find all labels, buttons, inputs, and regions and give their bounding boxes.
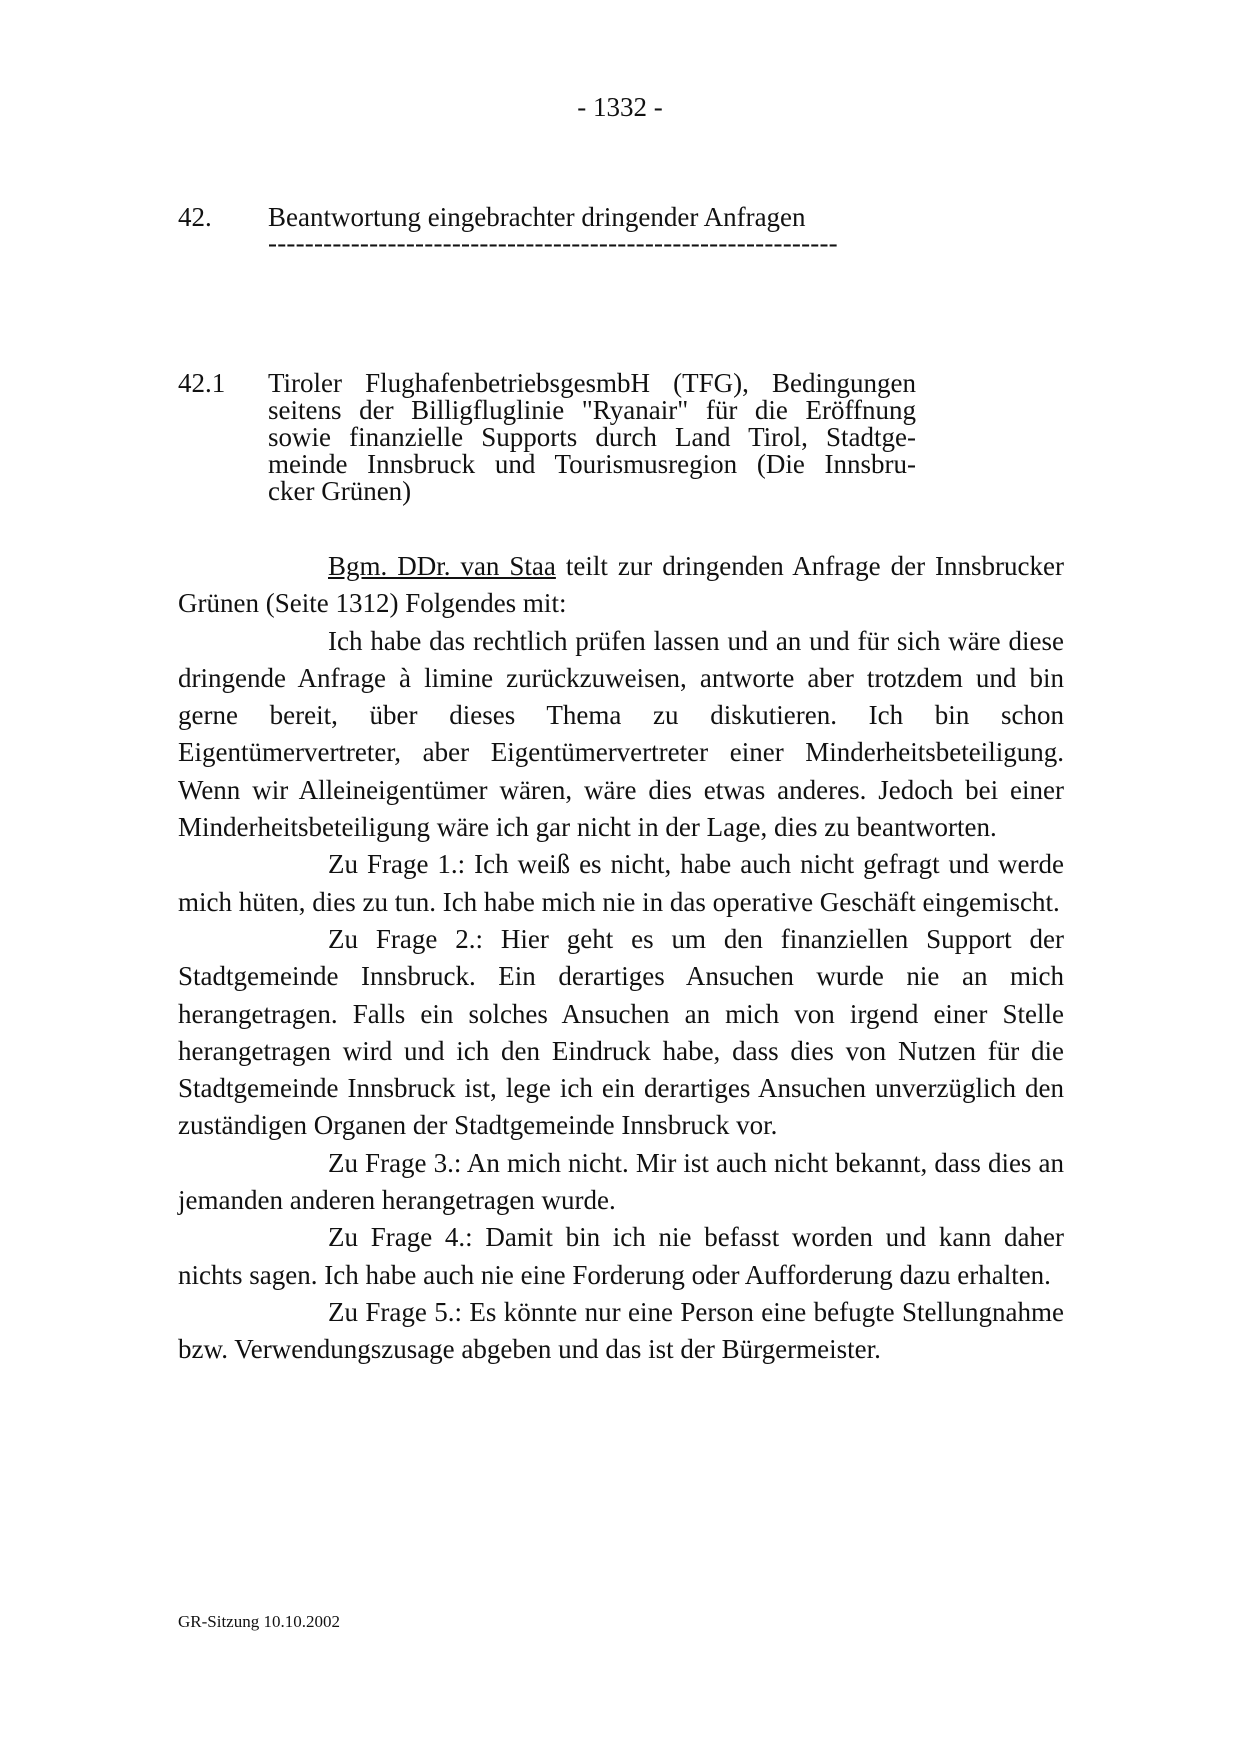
section-number: 42. (178, 202, 212, 232)
section-title: Beantwortung eingebrachter dringender Anfragen (268, 202, 806, 232)
page-footer: GR-Sitzung 10.10.2002 (178, 1612, 340, 1631)
subsection-number: 42.1 (178, 368, 226, 398)
body-paragraph: Zu Frage 3.: An mich nicht. Mir ist auch nicht bekannt, dass dies an jemanden anderen herangetragen wurde. (178, 1147, 1064, 1216)
body-paragraph: Zu Frage 1.: Ich weiß es nicht, habe auch nicht gefragt und werde mich hüten, dies zu tun. Ich habe mich nie in das operative Geschäft eingemischt. (178, 849, 1064, 917)
subsection-title (268, 370, 916, 505)
page-number: - 1332 - (577, 92, 663, 122)
subsection-title-line: cker Grünen) (268, 476, 412, 506)
subsection-title-line: meinde Innsbruck und Tourismusregion (Die Innsbru- (268, 449, 916, 479)
subsection-title-line: Tiroler FlughafenbetriebsgesmbH (TFG), Bedingungen (268, 368, 916, 398)
intro-text: teilt zur dringenden Anfrage der Innsbrucker Grünen (Seite 1312) Folgendes mit: (178, 551, 1065, 619)
body-paragraph: Zu Frage 5.: Es könnte nur eine Person eine befugte Stellungnahme bzw. Verwendungszusage abgeben und das ist der Bürgermeister. (178, 1296, 1064, 1365)
intro-paragraph (178, 548, 1064, 623)
body-paragraph: Ich habe das rechtlich prüfen lassen und an und für sich wäre diese dringende Anfrage à limine zurückzuweisen, antworte aber trotzdem und bin gerne bereit, über dieses Thema zu diskutieren. Ich bin schon Eigentümervertreter, aber Eigentümervertreter einer Minderheitsbeteiligung. Wenn wir Alleineigentümer wären, wäre dies etwas anderes. Jedoch bei einer Minderheitsbeteiligung wäre ich gar nicht in der Lage, dies zu beantworten. (178, 625, 1064, 843)
subsection-title-line: seitens der Billigfluglinie "Ryanair" für die Eröffnung (268, 395, 916, 425)
document-body (178, 548, 1064, 1369)
body-paragraph: Zu Frage 4.: Damit bin ich nie befasst worden und kann daher nichts sagen. Ich habe auch nie eine Forderung oder Aufforderung dazu erhalten. (178, 1222, 1064, 1290)
subsection-title-line: sowie finanzielle Supports durch Land Tirol, Stadtge- (268, 422, 916, 452)
body-paragraph: Zu Frage 2.: Hier geht es um den finanziellen Support der Stadtgemeinde Innsbruck. Ein derartiges Ansuchen wurde nie an mich herangetragen. Falls ein solches Ansuchen an mich von irgend einer Stelle herangetragen wird und ich den Eindruck habe, dass dies von Nutzen für die Stadtgemeinde Innsbruck ist, lege ich ein derartiges Ansuchen unverzüglich den zuständigen Organen der Stadtgemeinde Innsbruck vor. (178, 923, 1064, 1141)
section-title-underline: -------------------------------------------------------------- (268, 228, 838, 258)
speaker-name: Bgm. DDr. van Staa (328, 551, 556, 581)
